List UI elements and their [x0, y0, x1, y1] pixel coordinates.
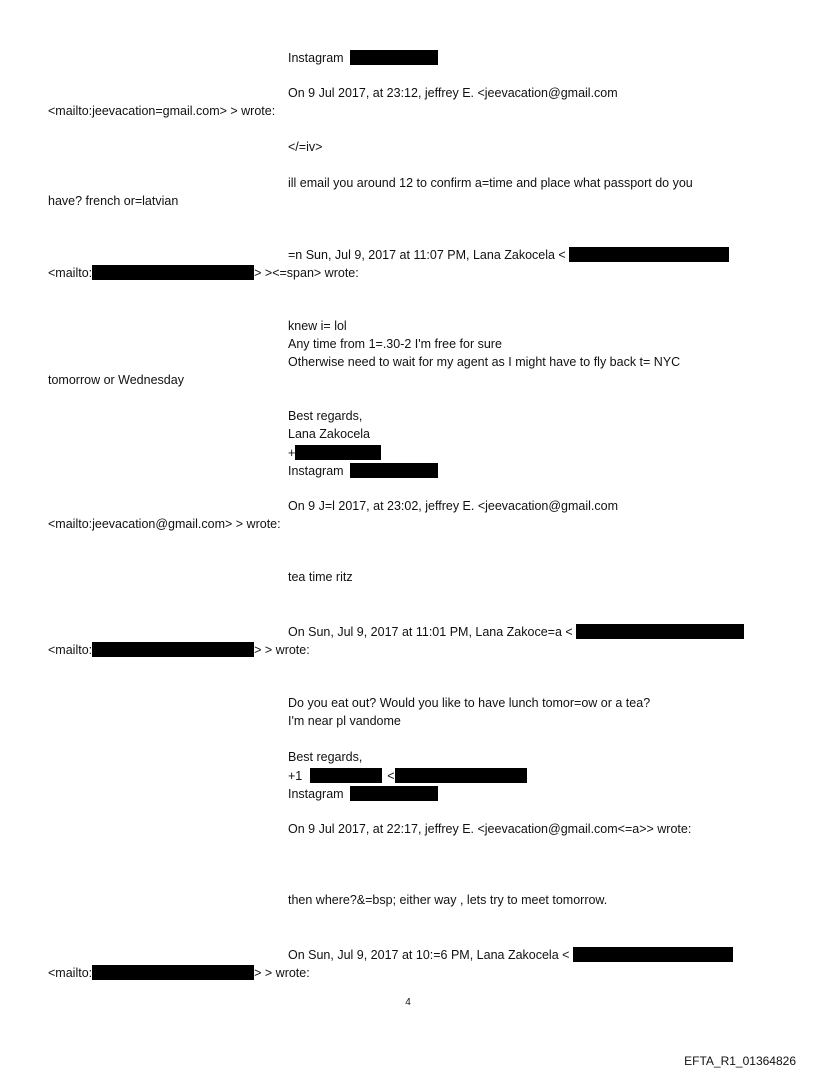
redaction-box	[295, 445, 381, 460]
message-text: Do you eat out? Would you like to have lunch tomor=ow or a tea?	[288, 696, 651, 710]
signature-name: Lana Zakocela	[288, 427, 371, 441]
redaction-box	[350, 786, 438, 801]
redaction-box	[92, 642, 254, 657]
html-artifact: </=iv>	[288, 140, 323, 154]
page-number: 4	[405, 997, 411, 1008]
message-text: I'm near pl vandome	[288, 714, 401, 728]
message-text: Otherwise need to wait for my agent as I might have to fly back t= NYC	[288, 355, 681, 369]
signature-phone: +1 <	[288, 768, 527, 784]
redaction-box	[350, 50, 438, 65]
message-text: knew i= lol	[288, 319, 347, 333]
quoted-header: On Sun, Jul 9, 2017 at 11:01 PM, Lana Zakoce=a <	[288, 624, 744, 640]
quoted-header: On Sun, Jul 9, 2017 at 10:=6 PM, Lana Zakocela <	[288, 947, 733, 963]
message-text: have? french or=latvian	[48, 194, 179, 208]
redaction-box	[573, 947, 733, 962]
quoted-header-mailto: <mailto: > ><=span> wrote:	[48, 266, 359, 280]
redaction-box	[395, 768, 527, 783]
redaction-box	[576, 624, 744, 639]
message-text: tomorrow or Wednesday	[48, 373, 184, 387]
quoted-header: On 9 J=l 2017, at 23:02, jeffrey E. <jeevacation@gmail.com	[288, 499, 619, 513]
signature-instagram: Instagram	[288, 786, 438, 802]
instagram-label: Instagram	[288, 51, 344, 65]
quoted-header-mailto: <mailto: > > wrote:	[48, 643, 310, 657]
email-line	[288, 50, 438, 66]
redaction-box	[92, 965, 254, 980]
quoted-header: On 9 Jul 2017, at 23:12, jeffrey E. <jeevacation@gmail.com	[288, 86, 618, 100]
signature-phone: +	[288, 445, 381, 461]
redaction-box	[569, 247, 729, 262]
message-text: ill email you around 12 to confirm a=time and place what passport do you	[288, 176, 693, 190]
document-id: EFTA_R1_01364826	[684, 1054, 796, 1068]
signature-line: Best regards,	[288, 409, 363, 423]
quoted-header: =n Sun, Jul 9, 2017 at 11:07 PM, Lana Zakocela <	[288, 247, 729, 263]
signature-line: Best regards,	[288, 750, 363, 764]
message-text: then where?&=bsp; either way , lets try to meet tomorrow.	[288, 893, 608, 907]
message-text: Any time from 1=.30-2 I'm free for sure	[288, 337, 502, 351]
message-text: tea time ritz	[288, 570, 353, 584]
redaction-box	[350, 463, 438, 478]
redaction-box	[92, 265, 254, 280]
quoted-header: On 9 Jul 2017, at 22:17, jeffrey E. <jeevacation@gmail.com<=a>> wrote:	[288, 822, 692, 836]
signature-instagram: Instagram	[288, 463, 438, 479]
quoted-header-mailto: <mailto: > > wrote:	[48, 966, 310, 980]
quoted-header-mailto: <mailto:jeevacation=gmail.com> > wrote:	[48, 104, 276, 118]
quoted-header-mailto: <mailto:jeevacation@gmail.com> > wrote:	[48, 517, 281, 531]
redaction-box	[310, 768, 382, 783]
